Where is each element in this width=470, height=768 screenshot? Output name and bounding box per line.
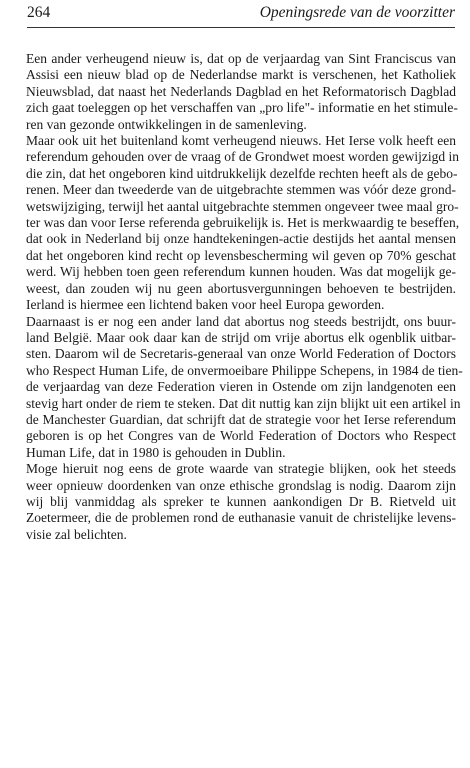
text-line: Maar ook uit het buitenland komt verheugend nieuws. Het Ierse volk heeft een (26, 133, 456, 149)
text-line: geboren is op het Congres van de World Federation of Doctors who Respect (26, 428, 456, 444)
text-line: de Manchester Guardian, dat schrijft dat de strategie voor het Ierse referendum (26, 411, 456, 427)
paragraph-4 (26, 461, 456, 543)
paragraph-1 (26, 51, 456, 133)
text-line: weest, dan zouden wij nu geen abortusvergunningen behoeven te bestrijden. (26, 280, 456, 296)
text-line: Human Life, dat in 1980 is gehouden in Dublin. (26, 444, 286, 460)
page-number: 264 (27, 4, 51, 21)
text-line: weer opnieuw doordenken van onze ethische grondslag is nodig. Daarom zijn (26, 477, 456, 493)
paragraph-3 (26, 313, 463, 462)
text-line: Moge hieruit nog eens de grote waarde van strategie blijken, ook het steeds (26, 461, 456, 477)
text-line: dat ook in Nederland bij onze handtekeningen-actie destijds het aantal mensen (26, 231, 456, 247)
text-line: wetswijziging, terwijl het aantal uitgebrachte stemmen ongeveer twee maal gro- (26, 198, 459, 214)
paragraph-2 (26, 133, 460, 313)
text-line: visie zal belichten. (26, 526, 127, 542)
text-line: land België. Maar ook daar kan de strijd om vrije abortus elk ogenblik uitbar- (26, 329, 456, 345)
text-line: who Respect Human Life, de onvermoeibare Philippe Schepens, in 1984 de tien- (26, 362, 463, 378)
text-line: Daarnaast is er nog een ander land dat abortus nog steeds bestrijdt, ons buur- (26, 313, 456, 329)
text-line: Zoetermeer, die de problemen rond de euthanasie vanuit de christelijke levens- (26, 510, 456, 526)
text-line: renen. Meer dan tweederde van de uitgebrachte stemmen was vóór deze grond- (26, 182, 456, 198)
text-line: Nieuwsblad, dat naast het Nederlands Dagblad en het Reformatorisch Dagblad (26, 83, 456, 99)
text-line: Assisi een nieuw blad op de Nederlandse markt is verschenen, het Katholiek (26, 67, 456, 83)
text-line: dat het ongeboren kind recht op levensbescherming wil geven op 70% geschat (26, 247, 456, 263)
page-header (27, 3, 455, 25)
text-line: die zin, dat het ongeboren kind uitdrukkelijk dezelfde rechten heeft als de gebo- (26, 165, 458, 181)
text-line: wij blij vanmiddag als spreker te kunnen aankondigen Dr B. Rietveld uit (26, 493, 456, 509)
body-text (26, 51, 463, 543)
text-line: sten. Daarom wil de Secretaris-generaal van onze World Federation of Doctors (26, 346, 456, 362)
text-line: zich gaat toeleggen op het verschaffen van „pro life"- informatie en het stimule- (26, 100, 458, 116)
text-line: stevig hart onder de riem te steken. Dat dit nuttig kan zijn blijkt uit een artikel in (26, 395, 461, 411)
header-rule (27, 27, 455, 28)
text-line: referendum gehouden over de vraag of de Grondwet moest worden gewijzigd in (26, 149, 459, 165)
text-line: Ierland is hiermee een lichtend baken voor heel Europa geworden. (26, 297, 385, 313)
running-title: Openingsrede van de voorzitter (259, 4, 455, 21)
text-line: ren van gezonde ontwikkelingen in de samenleving. (26, 116, 307, 132)
text-line: werd. Wij hebben toen geen referendum kunnen houden. Was dat mogelijk ge- (26, 264, 456, 280)
text-line: ter was dan voor Ierse referenda gebruikelijk is. Het is merkwaardig te beseffen, (26, 215, 460, 231)
text-line: de verjaardag van deze Federation vieren in Ostende om zijn landgenoten een (26, 379, 456, 395)
text-line: Een ander verheugend nieuw is, dat op de verjaardag van Sint Franciscus van (26, 51, 456, 66)
